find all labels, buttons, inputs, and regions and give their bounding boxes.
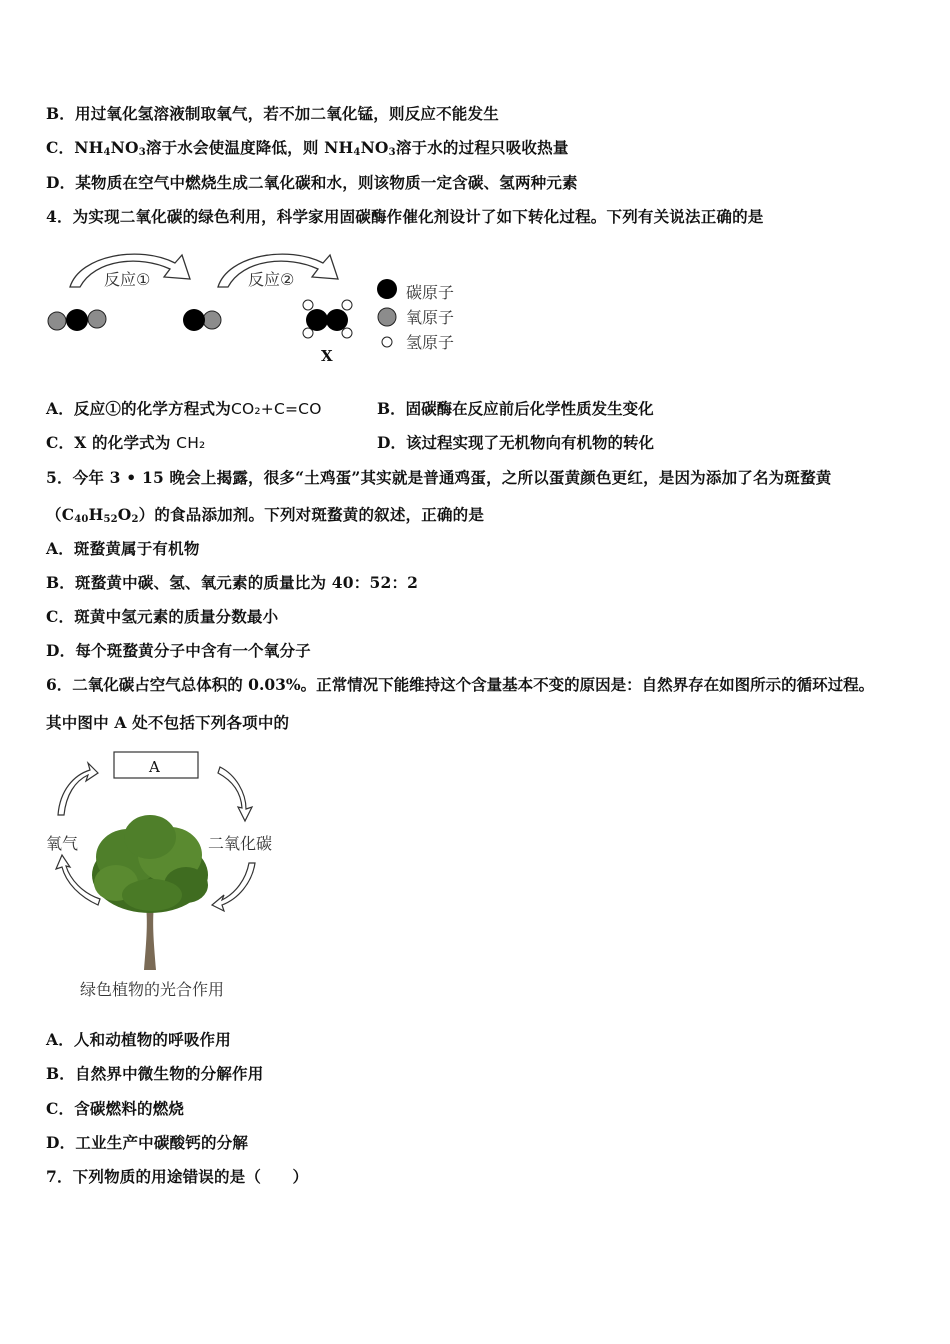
q4-option-b: B．固碳酶在反应前后化学性质发生变化 <box>377 399 654 418</box>
q4-reaction-figure <box>40 245 480 375</box>
q5-option-a: A．斑蝥黄属于有机物 <box>46 539 200 558</box>
q5-stem: 5．今年 3 • 15 晚会上揭露，很多“土鸡蛋”其实就是普通鸡蛋，之所以蛋黄颜色更红，是因为添加了名为斑蝥黄 <box>46 468 832 487</box>
x-label: X <box>321 347 333 365</box>
q6-stem: 6．二氧化碳占空气总体积的 0.03%。正常情况下能维持这个含量基本不变的原因是：自然界存在如图所示的循环过程。 <box>46 675 875 694</box>
arrow-down-left-icon <box>212 863 255 911</box>
carbon-cycle-figure <box>40 745 300 1005</box>
reaction1-label: 反应① <box>104 270 151 289</box>
q5-option-b: B．斑蝥黄中碳、氢、氧元素的质量比为 40：52：2 <box>46 573 419 592</box>
a-box-label: A <box>149 758 160 776</box>
q5-option-d: D．每个斑蝥黄分子中含有一个氧分子 <box>46 641 311 660</box>
q6-option-b: B．自然界中微生物的分解作用 <box>46 1064 264 1083</box>
tree-icon <box>92 815 208 970</box>
q4-option-d: D．该过程实现了无机物向有机物的转化 <box>377 433 654 452</box>
q4-stem: 4．为实现二氧化碳的绿色利用，科学家用固碳酶作催化剂设计了如下转化过程。下列有关说法正确的是 <box>46 207 764 226</box>
oxygen-label: 氧气 <box>46 834 79 853</box>
q3-option-d: D．某物质在空气中燃烧生成二氧化碳和水，则该物质一定含碳、氢两种元素 <box>46 173 578 192</box>
q3-option-b: B．用过氧化氢溶液制取氧气，若不加二氧化锰，则反应不能发生 <box>46 104 499 123</box>
q5-option-c: C．斑黄中氢元素的质量分数最小 <box>46 607 279 626</box>
q4-option-a: A．反应①的化学方程式为CO₂+C=CO <box>46 399 322 418</box>
photosynthesis-caption: 绿色植物的光合作用 <box>80 980 225 999</box>
q6-option-c: C．含碳燃料的燃烧 <box>46 1099 185 1118</box>
q6-option-a: A．人和动植物的呼吸作用 <box>46 1030 231 1049</box>
x-molecule <box>303 300 352 338</box>
q3-option-c: C．$NH_4NO_3$溶于水会使温度降低，则 $NH_4NO_3$溶于水的过程只吸收热量 <box>46 138 569 158</box>
q7-stem: 7．下列物质的用途错误的是（ ） <box>46 1167 309 1186</box>
q5-stem-formula: $(C_{40}H_{52}O_2)$的食品添加剂。下列对斑蝥黄的叙述，正确的是 <box>46 505 485 525</box>
co-molecule <box>183 309 221 331</box>
arrow-up-left-icon <box>58 763 98 815</box>
legend <box>377 279 454 352</box>
q6-option-d: D．工业生产中碳酸钙的分解 <box>46 1133 249 1152</box>
legend-oxygen: 氧原子 <box>406 308 455 327</box>
legend-hydrogen: 氢原子 <box>406 333 455 352</box>
co2-label: 二氧化碳 <box>208 834 273 853</box>
q6-stem-2: 其中图中 A 处不包括下列各项中的 <box>46 713 290 732</box>
reaction2-label: 反应② <box>248 270 295 289</box>
co2-molecule <box>48 309 106 331</box>
arrow-down-right-icon <box>218 767 252 821</box>
q4-option-c: C．X 的化学式为 CH₂ <box>46 433 206 452</box>
legend-carbon: 碳原子 <box>406 283 455 302</box>
